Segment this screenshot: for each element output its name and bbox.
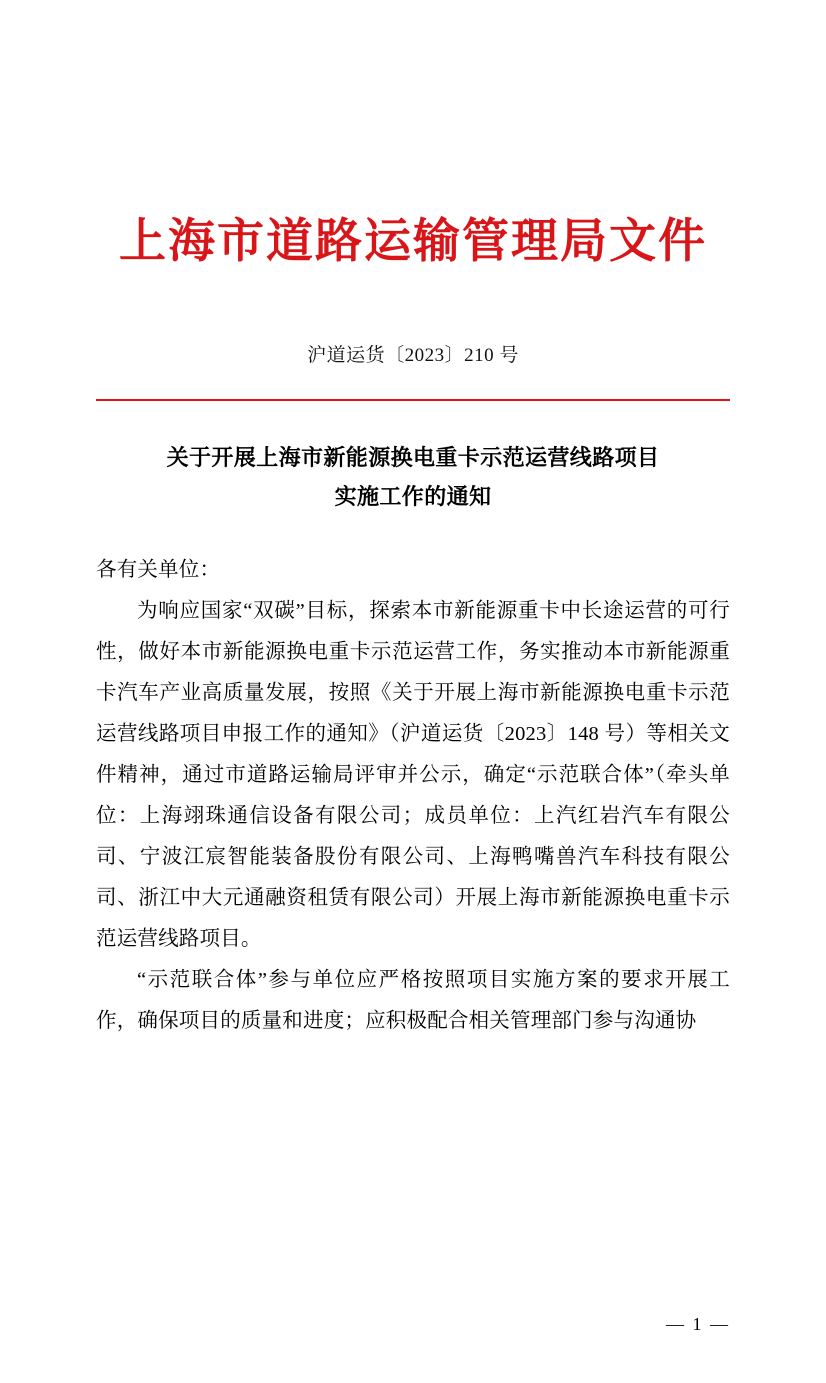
red-divider-rule — [96, 399, 730, 401]
document-title-line-1: 关于开展上海市新能源换电重卡示范运营线路项目 — [166, 445, 660, 471]
body-paragraph-2: “示范联合体”参与单位应严格按照项目实施方案的要求开展工作，确保项目的质量和进度；应积极配合相关管理部门参与沟通协 — [96, 969, 730, 1033]
document-page — [0, 214, 826, 1383]
salutation: 各有关单位： — [96, 559, 221, 582]
document-body — [96, 550, 730, 1042]
body-paragraph-1: 为响应国家“双碳”目标，探索本市新能源重卡中长途运营的可行性，做好本市新能源换电重卡示范运营工作，务实推动本市新能源重卡汽车产业高质量发展，按照《关于开展上海市新能源换电重卡示范运营线路项目申报工作的通知》（沪道运货〔2023〕148 号）等相关文件精神，通过市道路运输局评审并公示，确定“示范联合体”（牵头单位：上海翊珠通信设备有限公司；成员单位：上汽红岩汽车有限公司、宁波江宸智能装备股份有限公司、上海鸭嘴兽汽车科技有限公司、浙江中大元通融资租赁有限公司）开展上海市新能源换电重卡示范运营线路项目。 — [96, 600, 730, 951]
document-masthead: 上海市道路运输管理局文件 — [119, 216, 707, 268]
document-title-line-2: 实施工作的通知 — [334, 483, 492, 509]
document-number: 沪道运货〔2023〕210 号 — [307, 345, 519, 367]
page-number: — 1 — — [666, 1314, 730, 1334]
document-title — [96, 439, 730, 516]
